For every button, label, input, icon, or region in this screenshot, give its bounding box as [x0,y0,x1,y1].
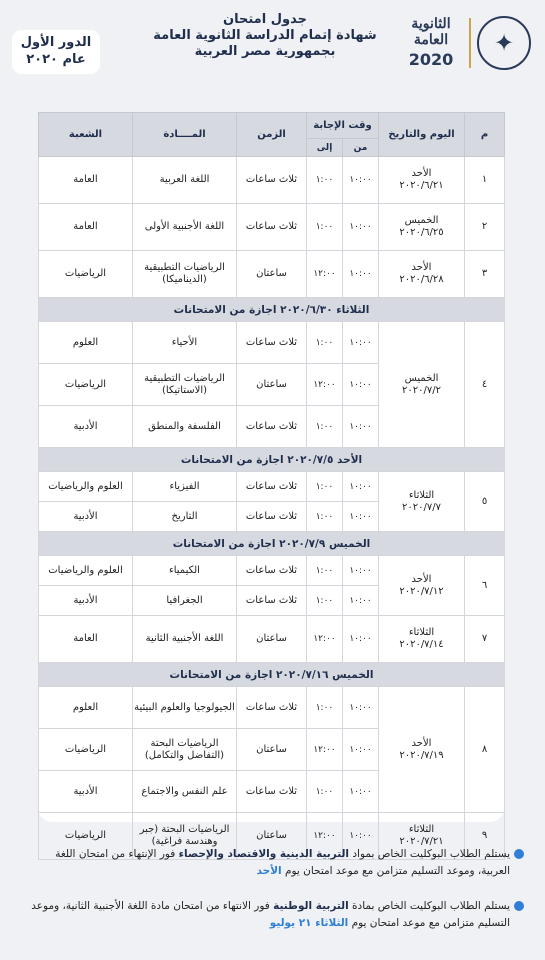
col-header-from: من [343,139,379,157]
row-day: الخميس [404,215,439,226]
time-from: ١٠:٠٠ [343,157,379,204]
subject: اللغة الأجنبية الثانية [133,616,237,663]
branch: الأدبية [39,771,133,813]
branch: العلوم والرياضيات [39,556,133,586]
row-date: ٢٠٢٠/٦/٢٨ [399,274,444,285]
note-2-text-c: فور الانتهاء من امتحان مادة اللغة الأجنبية الثانية، وموعد التسليم متزامن مع موعد امتحان يوم [31,900,510,929]
note-2 [20,898,510,932]
subject: الفلسفة والمنطق [133,406,237,448]
row-number: ٩ [465,813,505,860]
row-day-date [379,322,465,448]
schedule-table-card [38,112,504,847]
subject: اللغة العربية [133,157,237,204]
branch: الرياضيات [39,729,133,771]
note-1-highlight: الأحد [256,865,282,877]
duration: ساعتان [237,616,307,663]
duration: ساعتان [237,364,307,406]
row-number: ٨ [465,687,505,813]
branch: العامة [39,157,133,204]
row-day: الأحد [411,573,432,585]
subject: الرياضيات التطبيقية (الديناميكا) [133,251,237,298]
time-from: ١٠:٠٠ [343,687,379,729]
subject: الرياضيات البحتة (التفاضل والتكامل) [133,729,237,771]
title-line-1: جدول امتحان [223,12,307,27]
col-header-subject: المــــادة [133,113,237,157]
branch: العلوم [39,322,133,364]
note-2-bold: التربية الوطنية [273,900,349,912]
subject: اللغة الأجنبية الأولى [133,204,237,251]
subject: الجيولوجيا والعلوم البيئية [133,687,237,729]
time-from: ١٠:٠٠ [343,729,379,771]
duration: ثلاث ساعات [237,322,307,364]
duration: ثلاث ساعات [237,556,307,586]
holiday-text: الخميس ٢٠٢٠/٧/١٦ اجازة من الامتحانات [39,663,505,687]
row-day: الأحد [411,737,432,749]
row-number: ٤ [465,322,505,448]
logo-year: 2020 [408,50,454,69]
subject: علم النفس والاجتماع [133,771,237,813]
time-to: ١٢:٠٠ [307,813,343,860]
subject: الرياضيات البحتة (جبر وهندسة فراغية) [133,813,237,860]
logo-text: الثانوية العامة [411,16,451,48]
table-row [39,556,505,586]
duration: ثلاث ساعات [237,204,307,251]
row-day-date [379,204,465,251]
row-day-date [379,556,465,616]
table-row [39,157,505,204]
row-day: الأحد [411,168,432,179]
branch: العامة [39,616,133,663]
time-to: ١٢:٠٠ [307,251,343,298]
holiday-text: الثلاثاء ٢٠٢٠/٦/٣٠ اجازة من الامتحانات [39,298,505,322]
row-date: ٢٠٢٠/٦/٢١ [399,180,444,191]
duration: ثلاث ساعات [237,771,307,813]
thanaweya-logo [399,16,463,72]
row-number: ١ [465,157,505,204]
branch: الرياضيات [39,813,133,860]
duration: ثلاث ساعات [237,472,307,502]
time-from: ١٠:٠٠ [343,364,379,406]
branch: الأدبية [39,406,133,448]
time-to: ١:٠٠ [307,157,343,204]
bullet-dot-icon [514,849,524,859]
col-header-day-date: اليوم والتاريخ [379,113,465,157]
time-to: ١:٠٠ [307,556,343,586]
time-to: ١:٠٠ [307,204,343,251]
time-to: ١٢:٠٠ [307,616,343,663]
title-line-3: بجمهورية مصر العربية [194,44,336,59]
col-header-duration: الزمن [237,113,307,157]
row-day-date [379,472,465,532]
note-1-bold: التربية الدينية والاقتصاد والإحصاء [178,848,350,860]
time-to: ١:٠٠ [307,586,343,616]
table-row [39,616,505,663]
branch: العلوم [39,687,133,729]
branch: الرياضيات [39,364,133,406]
holiday-row [39,298,505,322]
subject: الأحياء [133,322,237,364]
time-to: ١:٠٠ [307,472,343,502]
time-from: ١٠:٠٠ [343,472,379,502]
time-to: ١:٠٠ [307,687,343,729]
duration: ساعتان [237,813,307,860]
time-from: ١٠:٠٠ [343,322,379,364]
table-row [39,251,505,298]
holiday-text: الخميس ٢٠٢٠/٧/٩ اجازة من الامتحانات [39,532,505,556]
time-from: ١٠:٠٠ [343,586,379,616]
duration: ثلاث ساعات [237,586,307,616]
row-day: الأحد [411,262,432,273]
note-1-text-c: فور الإنتهاء من امتحان اللغة العربية، وموعد التسليم متزامن مع موعد امتحان يوم [55,848,510,877]
holiday-row [39,663,505,687]
holiday-row [39,448,505,472]
duration: ثلاث ساعات [237,502,307,532]
row-day-date [379,251,465,298]
row-day-date [379,157,465,204]
row-day: الخميس [404,372,439,384]
row-date: ٢٠٢٠/٦/٢٥ [399,227,444,238]
row-number: ٧ [465,616,505,663]
branch: الأدبية [39,502,133,532]
row-date: ٢٠٢٠/٧/٢ [402,384,441,396]
col-header-branch: الشعبة [39,113,133,157]
row-day: الثلاثاء [408,489,435,501]
row-day-date [379,687,465,813]
duration: ساعتان [237,251,307,298]
row-date: ٢٠٢٠/٧/١٩ [399,749,444,761]
row-day: الثلاثاء [408,824,435,835]
time-to: ١٢:٠٠ [307,364,343,406]
branch: الرياضيات [39,251,133,298]
holiday-row [39,532,505,556]
ministry-logo-group [387,10,537,78]
time-from: ١٠:٠٠ [343,406,379,448]
eagle-emblem-icon: ✦ [477,16,531,70]
time-to: ١:٠٠ [307,502,343,532]
col-header-answer-time: وقت الإجابة [307,113,379,139]
row-date: ٢٠٢٠/٧/٧ [402,501,441,513]
round-year: عام ٢٠٢٠ [26,52,86,67]
schedule-table [38,112,505,860]
note-2-highlight: الثلاثاء ٢١ يوليو [269,917,349,929]
time-to: ١:٠٠ [307,406,343,448]
row-day-date [379,616,465,663]
title-line-2: شهادة إتمام الدراسة الثانوية العامة [153,28,377,43]
note-1-text-a: يستلم الطلاب البوكليت الخاص بمواد [349,848,510,860]
branch: العامة [39,204,133,251]
table-row [39,472,505,502]
row-date: ٢٠٢٠/٧/١٤ [399,639,444,650]
time-from: ١٠:٠٠ [343,251,379,298]
row-number: ٦ [465,556,505,616]
time-to: ١٢:٠٠ [307,729,343,771]
bullet-dot-icon [514,901,524,911]
subject: الكيمياء [133,556,237,586]
subject: الرياضيات التطبيقية (الاستاتيكا) [133,364,237,406]
row-number: ٣ [465,251,505,298]
branch: الأدبية [39,586,133,616]
round-label: الدور الأول [20,35,92,50]
subject: التاريخ [133,502,237,532]
time-to: ١:٠٠ [307,771,343,813]
round-badge [12,30,100,74]
duration: ساعتان [237,729,307,771]
time-from: ١٠:٠٠ [343,616,379,663]
col-header-num: م [465,113,505,157]
table-row [39,687,505,729]
col-header-to: إلى [307,139,343,157]
row-day: الثلاثاء [408,627,435,638]
row-date: ٢٠٢٠/٧/١٢ [399,585,444,597]
table-row [39,322,505,364]
time-from: ١٠:٠٠ [343,813,379,860]
time-from: ١٠:٠٠ [343,771,379,813]
duration: ثلاث ساعات [237,157,307,204]
time-from: ١٠:٠٠ [343,204,379,251]
row-date: ٢٠٢٠/٧/٢١ [399,836,444,847]
row-number: ٢ [465,204,505,251]
note-2-text-a: يستلم الطلاب البوكليت الخاص بمادة [348,900,510,912]
holiday-text: الأحد ٢٠٢٠/٧/٥ اجازة من الامتحانات [39,448,505,472]
note-1 [20,846,510,880]
duration: ثلاث ساعات [237,687,307,729]
logo-divider [469,18,471,68]
time-from: ١٠:٠٠ [343,502,379,532]
branch: العلوم والرياضيات [39,472,133,502]
time-to: ١:٠٠ [307,322,343,364]
duration: ثلاث ساعات [237,406,307,448]
subject: الفيزياء [133,472,237,502]
subject: الجغرافيا [133,586,237,616]
page-title [150,12,380,60]
table-row [39,204,505,251]
row-number: ٥ [465,472,505,532]
time-from: ١٠:٠٠ [343,556,379,586]
